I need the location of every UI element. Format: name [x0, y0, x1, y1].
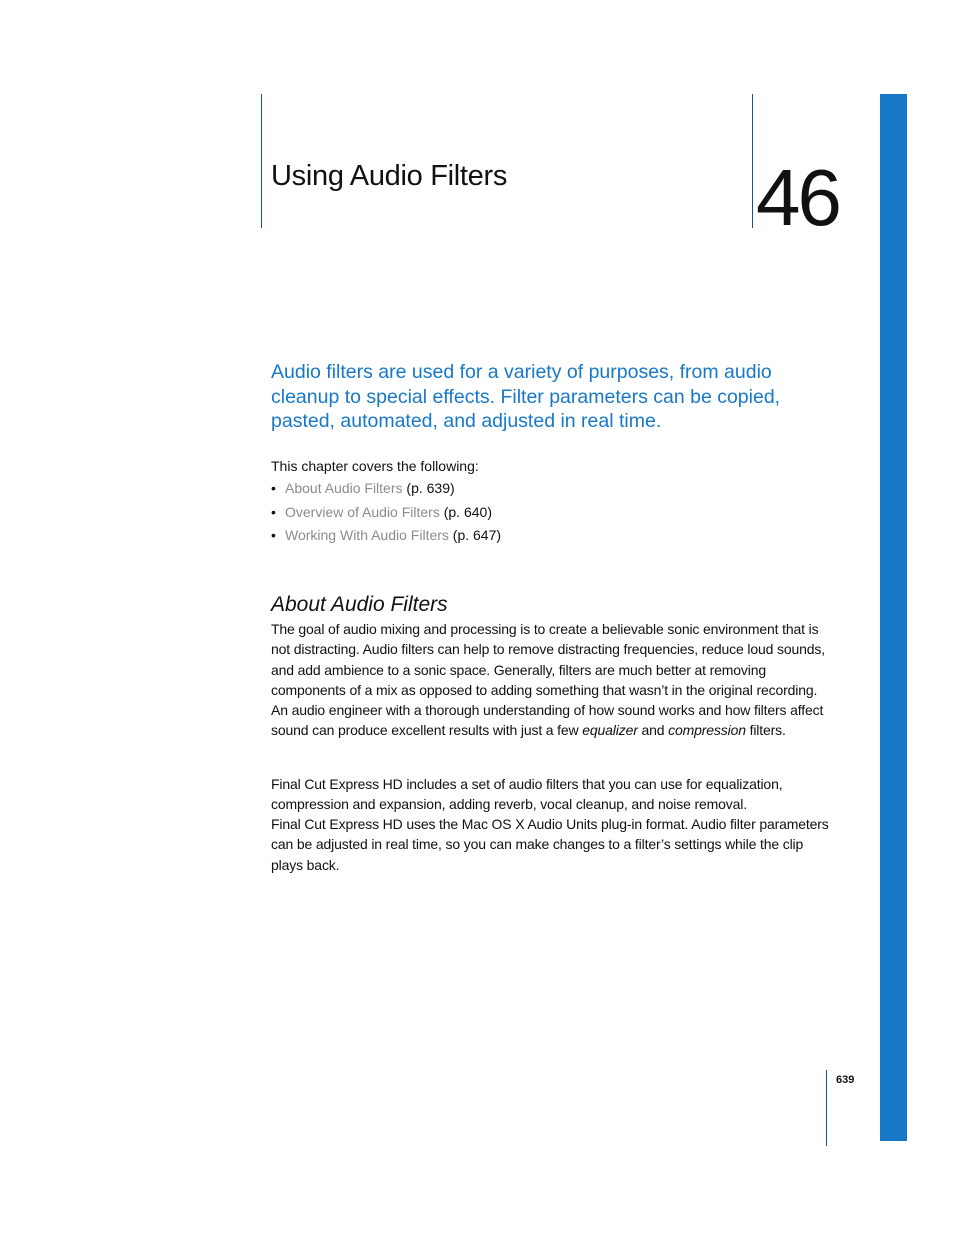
- body-paragraph-filter-set: Final Cut Express HD includes a set of audio filters that you can use for equalization, compression and expansion, adding reverb, vocal cleanup, and noise removal.: [271, 776, 783, 813]
- page-number: 639: [836, 1074, 855, 1086]
- paragraph-text: filters.: [745, 722, 786, 739]
- toc-item-about: [271, 478, 501, 502]
- body-paragraph-goal: [271, 619, 831, 741]
- paragraph-text: and: [637, 722, 669, 739]
- emphasis-equalizer: equalizer: [582, 722, 638, 739]
- page-number-rule: [826, 1070, 827, 1146]
- chapter-number: 46: [756, 153, 839, 242]
- toc-page-ref: (p. 640): [439, 503, 492, 520]
- toc-bullet: •: [271, 480, 276, 496]
- body-paragraph-audio-units: Final Cut Express HD uses the Mac OS X Audio Units plug-in format. Audio filter parameters can be adjusted in real time, so you can make changes to a filter’s settings while the clip plays back.: [271, 816, 829, 873]
- chapter-toc: [271, 478, 501, 549]
- chapter-side-tab: [880, 94, 907, 1141]
- emphasis-compression: compression: [668, 722, 746, 739]
- toc-link-working[interactable]: Working With Audio Filters: [285, 527, 449, 543]
- paragraph-text: The goal of audio mixing and processing is to create a believable sonic environment that is not distracting. Audio filters can help to remove distracting frequencies, reduce loud sounds, and add ambience to a sonic space. Generally, filters are much better at removing components of a mix as opposed to adding something that wasn’t in the original recording. An audio engineer with a thorough understanding of how sound works and how filters affect sound can produce excellent results with just a few: [271, 621, 826, 739]
- toc-bullet: •: [271, 527, 276, 543]
- toc-item-working: [271, 525, 501, 549]
- toc-page-ref: (p. 647): [448, 527, 502, 543]
- toc-item-overview: [271, 502, 501, 526]
- chapter-intro: Audio filters are used for a variety of purposes, from audio cleanup to special effects. Filter parameters can be copied, pasted, automated, and adjusted in real time.: [271, 361, 781, 432]
- chapter-title: Using Audio Filters: [271, 160, 508, 192]
- chapter-number-rule: [752, 94, 753, 228]
- toc-link-about[interactable]: About Audio Filters: [285, 480, 403, 496]
- section-heading: About Audio Filters: [271, 593, 448, 616]
- toc-bullet: •: [271, 503, 276, 520]
- covers-label: This chapter covers the following:: [271, 458, 479, 474]
- title-rule: [261, 94, 262, 228]
- toc-page-ref: (p. 639): [402, 480, 455, 496]
- toc-link-overview[interactable]: Overview of Audio Filters: [285, 503, 440, 520]
